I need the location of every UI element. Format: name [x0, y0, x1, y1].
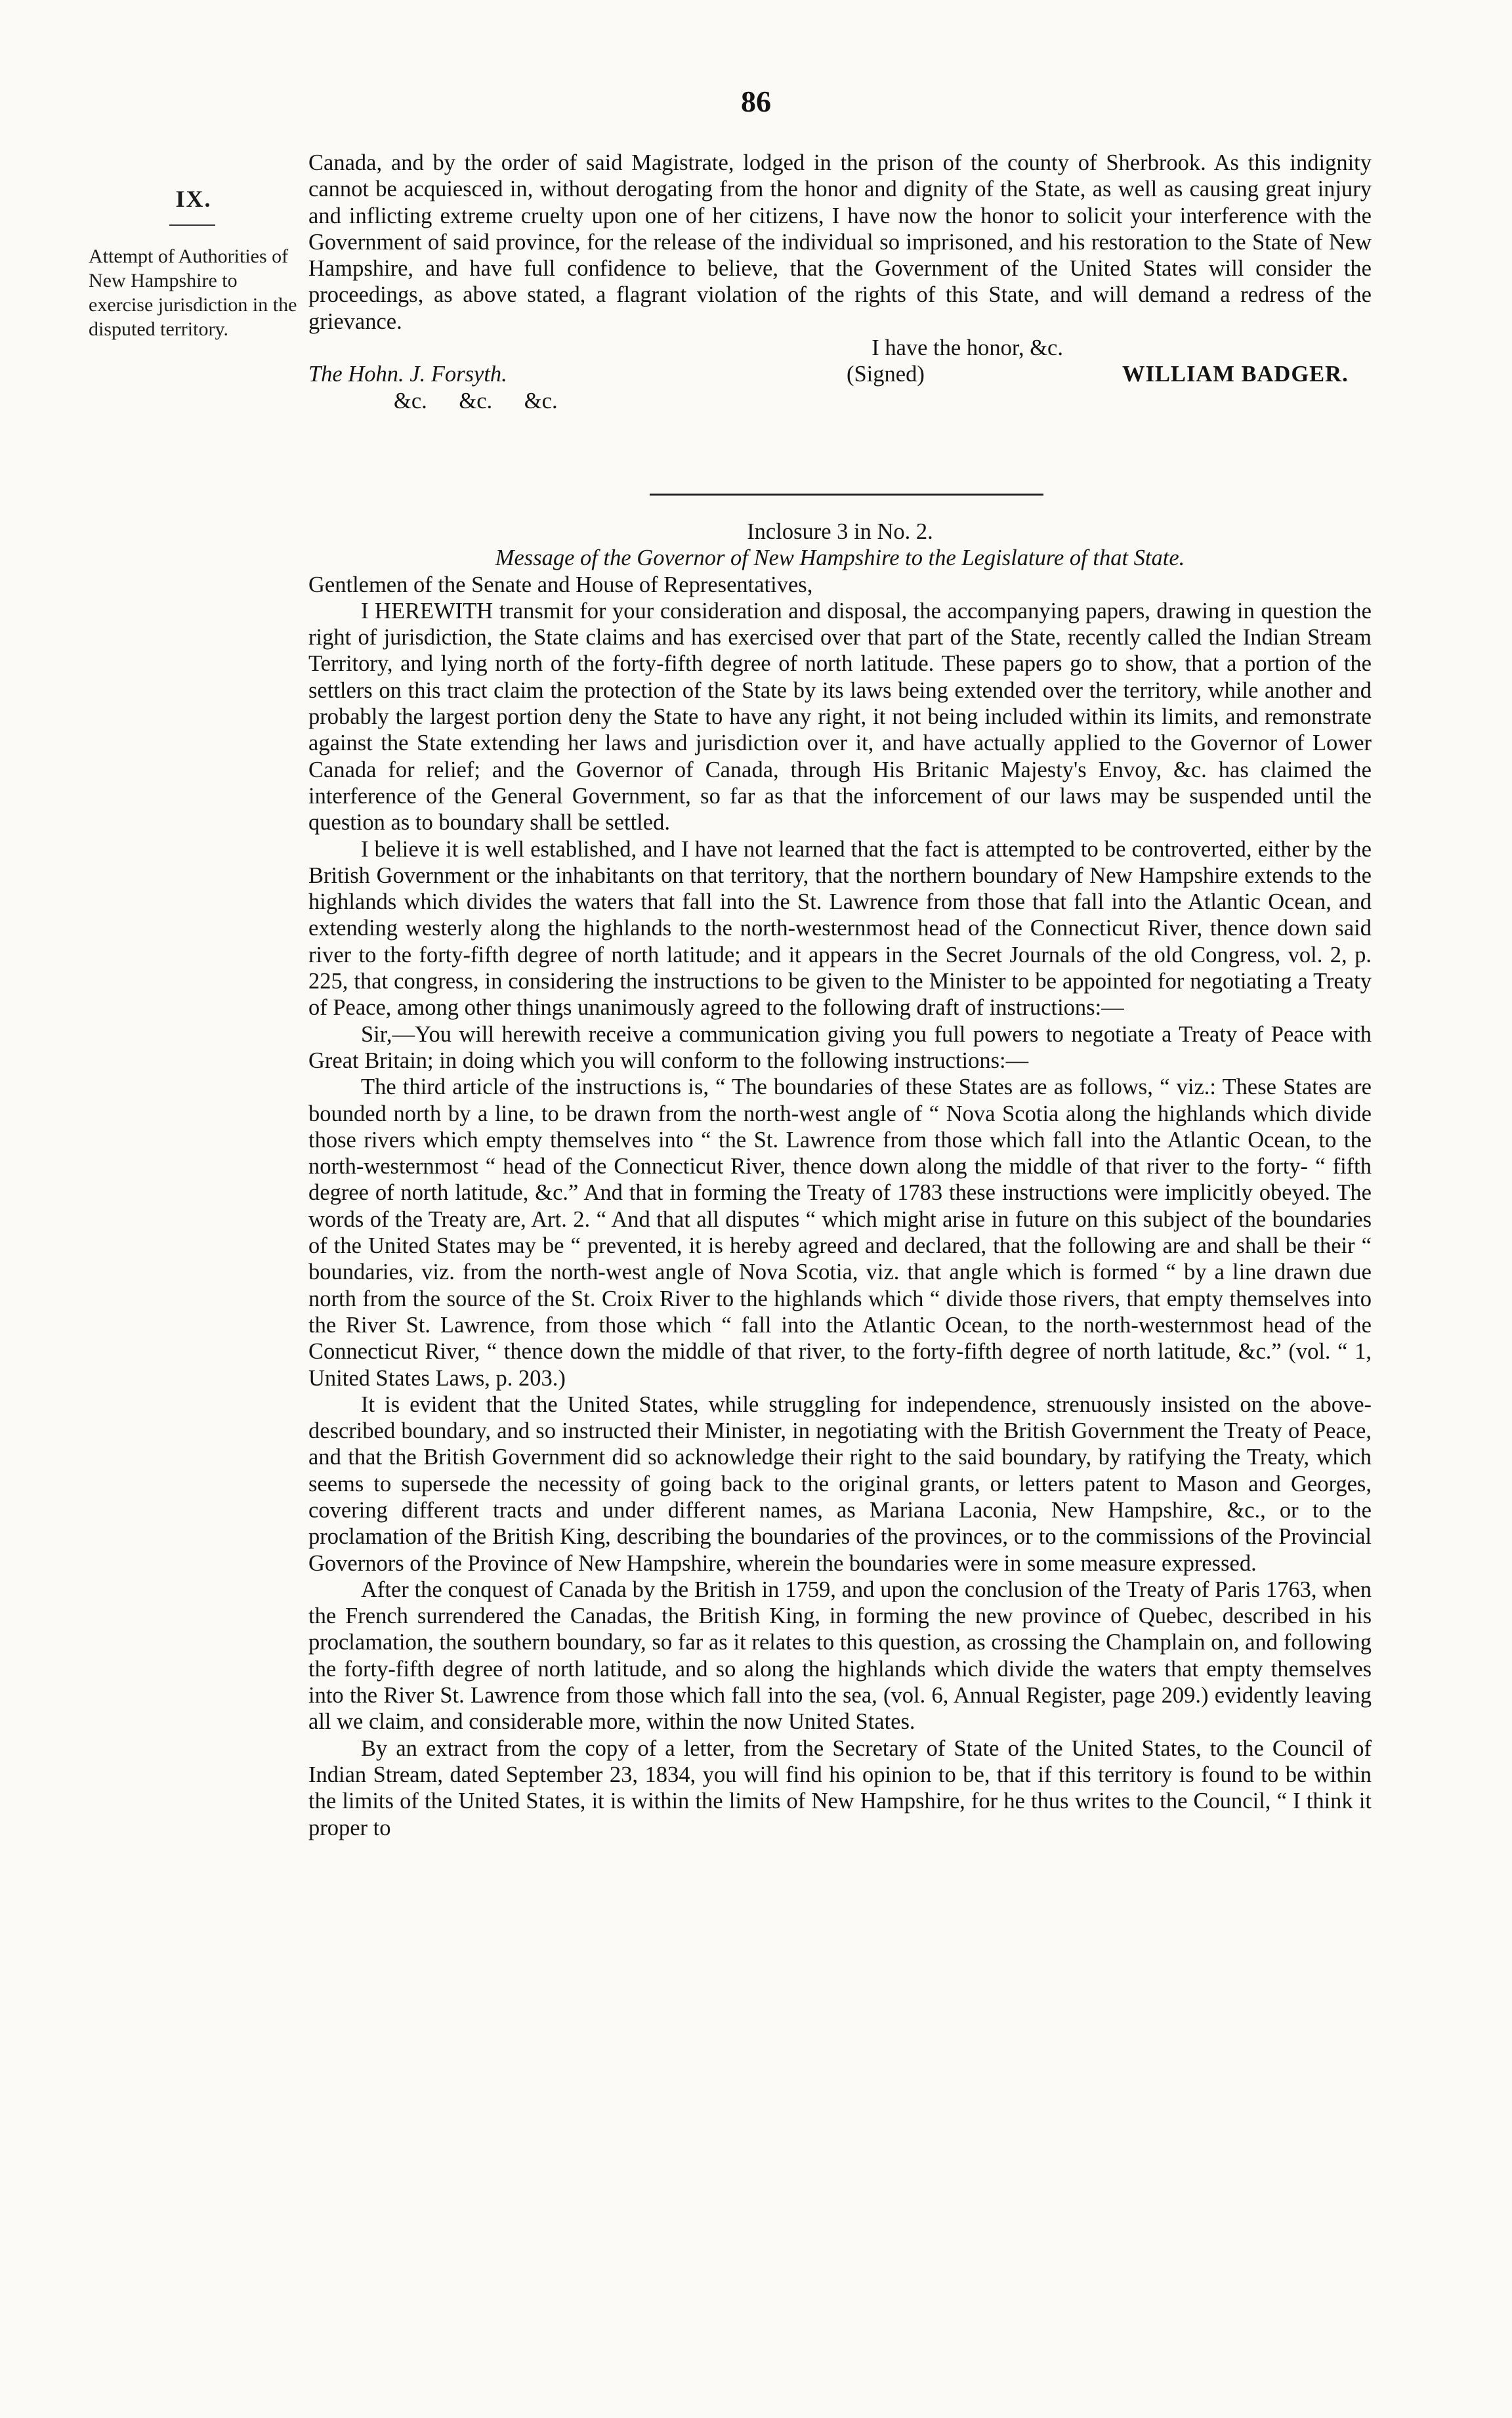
inclosure-subheading: Message of the Governor of New Hampshire to the Legislature of that State.: [495, 545, 1185, 571]
message-paragraph-7: By an extract from the copy of a letter, from the Secretary of State of the United States, to the Council of Indian Stream, dated September 23, 1834, you will find his opinion to be, that if this territory is found to be within the limits of the United States, it is within the limits of New Hampshire, for he thus writes to the Council, “ I think it proper to: [308, 1735, 1372, 1840]
inclosure-block: [308, 519, 1372, 1841]
section-divider: [650, 494, 1043, 496]
page-number: 86: [741, 85, 771, 118]
letter-closing: I have the honor, &c.: [872, 335, 1063, 361]
inclosure-heading: Inclosure 3 in No. 2.: [747, 519, 933, 544]
letter-signature: WILLIAM BADGER.: [1122, 362, 1349, 387]
signature-line: [308, 361, 1372, 387]
message-paragraph-3: Sir,—You will herewith receive a communication giving you full powers to negotiate a Treaty of Peace with Great Britain; in doing which you will conform to the following instructions:—: [308, 1021, 1372, 1073]
message-paragraph-2: I believe it is well established, and I have not learned that the fact is attempted to be controverted, either by the British Government or the inhabitants on that territory, that the northern boundary of New Hampshire extends to the highlands which divides the waters that fall into the St. Lawrence from those that fall into the Atlantic Ocean, and extending westerly along the highlands to the north-westernmost head of the Connecticut River, thence down said river to the forty-fifth degree of north latitude; and it appears in the Secret Journals of the old Congress, vol. 2, p. 225, that congress, in considering the instructions to be given to the Minister to be appointed for negotiating a Treaty of Peace, among other things unanimously agreed to the following draft of instructions:—: [308, 836, 1372, 1021]
sidenote-text: Attempt of Authorities of New Hampshire to exercise jurisdiction in the disputed territory.: [89, 245, 297, 340]
message-paragraph-5: It is evident that the United States, while struggling for independence, strenuously insisted on the above-described boundary, and so instructed their Minister, in negotiating with the British Government the Treaty of Peace, and that the British Government did so acknowledge their right to the said boundary, by ratifying the Treaty, which seems to supersede the necessity of going back to the original grants, or letters patent to Mason and Georges, covering different tracts and under different names, as Mariana Laconia, New Hampshire, &c., or to the proclamation of the British King, describing the boundaries of the provinces, or to the commissions of the Provincial Governors of the Province of New Hampshire, wherein the boundaries were in some measure expressed.: [308, 1391, 1372, 1576]
letter-body: Canada, and by the order of said Magistrate, lodged in the prison of the county of Sherbrook. As this indignity cannot be acquiesced in, without derogating from the honor and dignity of the State, as well as causing great injury and inflicting extreme cruelty upon one of her citizens, I have now the honor to solicit your interference with the Government of said province, for the release of the individual so imprisoned, and his restoration to the State of New Hampshire, and have full confidence to believe, that the Government of the United States will consider the proceedings, as above stated, a flagrant violation of the rights of this State, and will demand a redress of the grievance.: [308, 150, 1372, 334]
sidenote-rule: [169, 224, 215, 226]
letter-etc: &c. &c. &c.: [394, 388, 558, 414]
message-paragraph-1: I HEREWITH transmit for your consideration and disposal, the accompanying papers, drawing in question the right of jurisdiction, the State claims and has exercised over that part of the State, recently called the Indian Stream Territory, and lying north of the forty-fifth degree of north latitude. These papers go to show, that a portion of the settlers on this tract claim the protection of the State by its laws being extended over the territory, while another and probably the largest portion deny the State to have any right, it not being included within its limits, and remonstrate against the State extending her laws and jurisdiction over it, and have actually applied to the Governor of Lower Canada for relief; and the Governor of Canada, through His Britanic Majesty's Envoy, &c. has claimed the interference of the General Government, so far as that the inforcement of our laws may be suspended until the question as to boundary shall be settled.: [308, 598, 1372, 836]
sidenote-number: IX.: [175, 186, 212, 212]
letter-block: [308, 150, 1372, 414]
message-paragraph-4: The third article of the instructions is, “ The boundaries of these States are as follows, “ viz.: These States are bounded north by a line, to be drawn from the north-west angle of “ Nova Scotia along the highlands which divide those rivers which empty themselves into “ the St. Lawrence from those which fall into the Atlantic Ocean, to the north-westernmost “ head of the Connecticut River, thence down along the middle of that river to the forty- “ fifth degree of north latitude, &c.” And that in forming the Treaty of 1783 these instructions were implicitly obeyed. The words of the Treaty are, Art. 2. “ And that all disputes “ which might arise in future on this subject of the boundaries of the United States may be “ prevented, it is hereby agreed and declared, that the following are and shall be their “ boundaries, viz. from the north-west angle of Nova Scotia, viz. that angle which is formed “ by a line drawn due north from the source of the St. Croix River to the highlands which “ divide those rivers, that empty themselves into the River St. Lawrence, from those which “ fall into the Atlantic Ocean, to the north-westernmost head of the Connecticut River, “ thence down the middle of that river, to the forty-fifth degree of north latitude, &c.” (vol. “ 1, United States Laws, p. 203.): [308, 1074, 1372, 1391]
letter-addressee: The Hohn. J. Forsyth.: [308, 362, 507, 387]
message-paragraph-6: After the conquest of Canada by the British in 1759, and upon the conclusion of the Treaty of Paris 1763, when the French surrendered the Canadas, the British King, in forming the new province of Quebec, described in his proclamation, the southern boundary, so far as it relates to this question, as crossing the Champlain on, and following the forty-fifth degree of north latitude, and so along the highlands which divide the waters that empty themselves into the River St. Lawrence from those which fall into the sea, (vol. 6, Annual Register, page 209.) evidently leaving all we claim, and considerable more, within the now United States.: [308, 1577, 1372, 1735]
signed-label: (Signed): [847, 362, 925, 387]
salutation: Gentlemen of the Senate and House of Representatives,: [308, 572, 813, 597]
